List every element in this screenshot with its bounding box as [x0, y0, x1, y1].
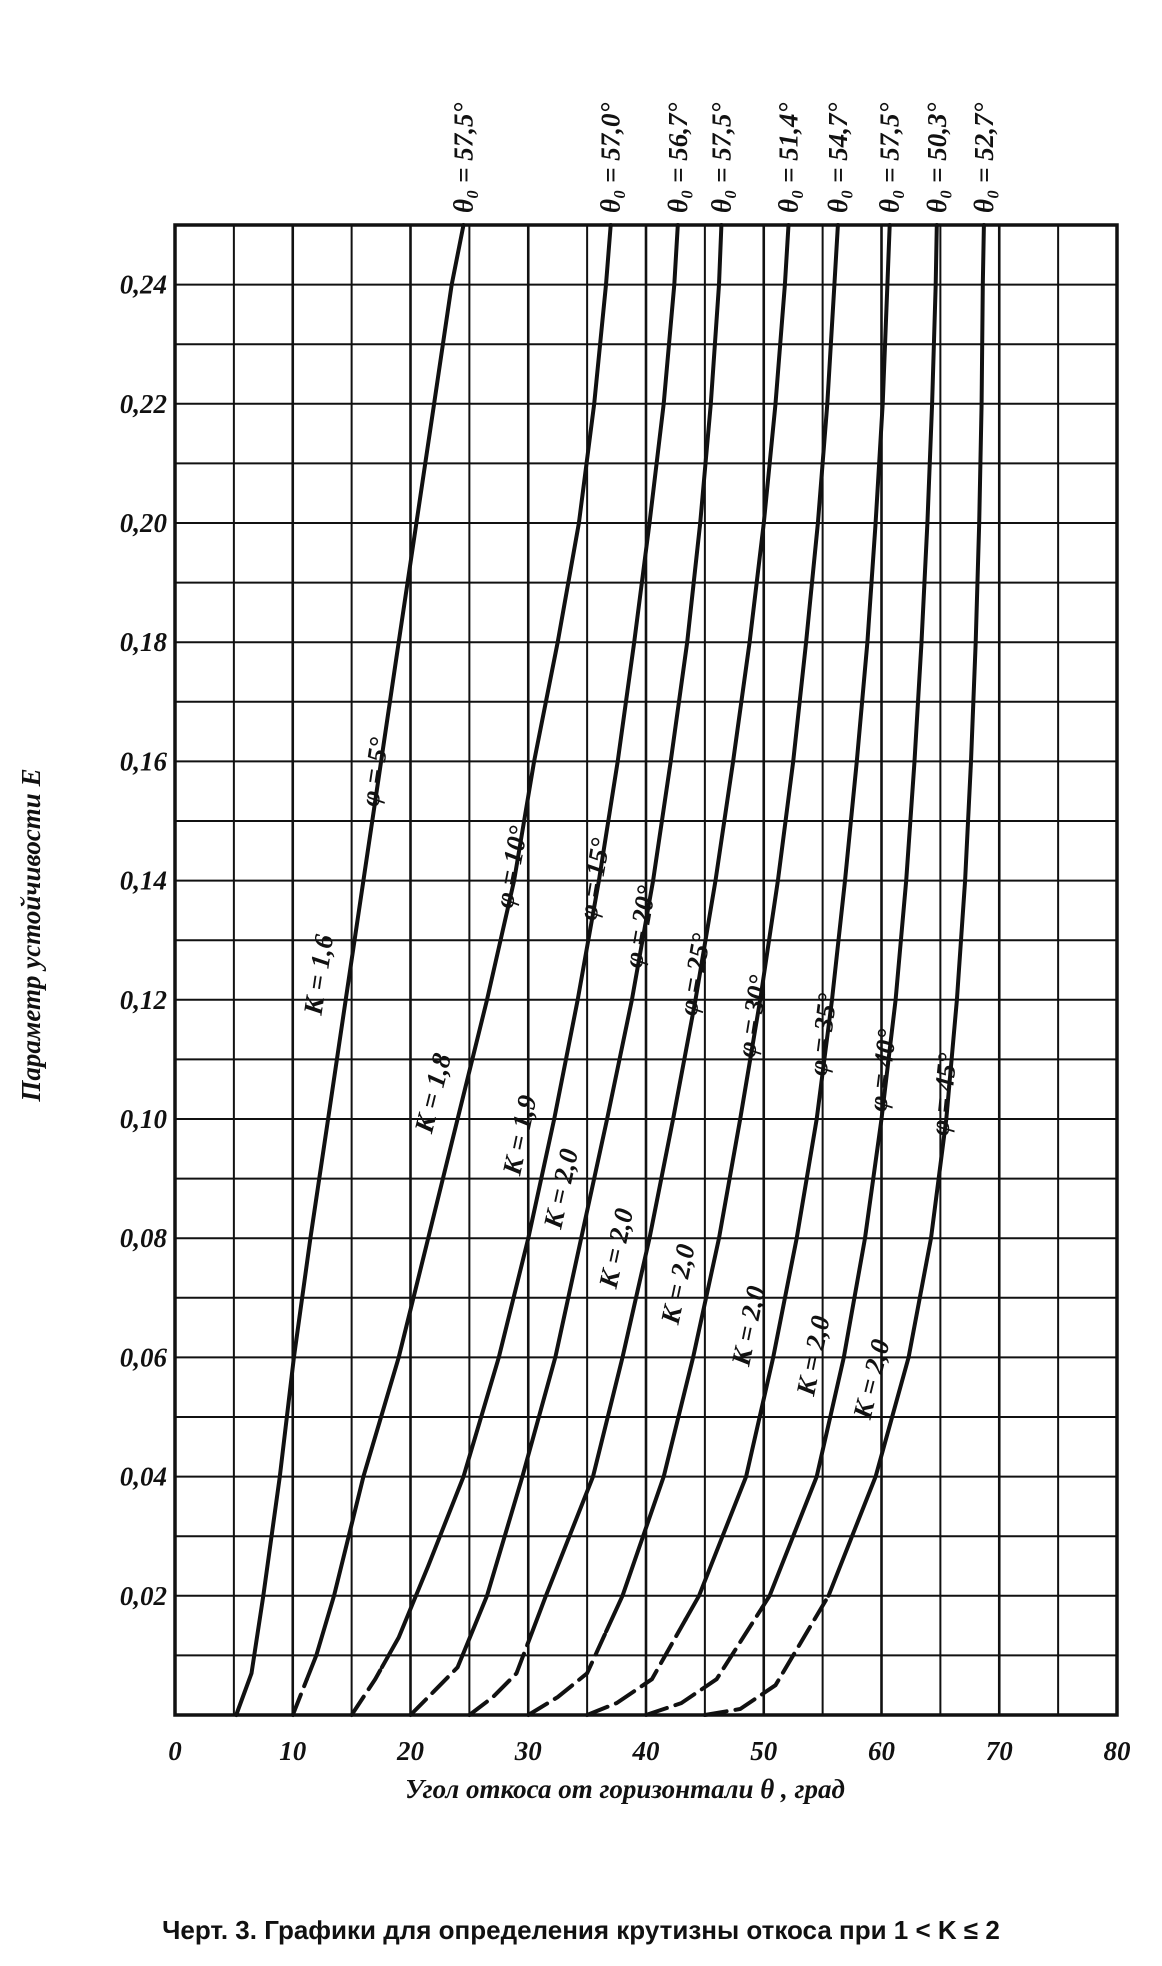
y-tick-label: 0,14 [119, 865, 167, 896]
curve-dashed-segment [469, 1644, 527, 1716]
y-tick-label: 0,04 [119, 1461, 167, 1492]
phi-label: φ = 30° [730, 973, 774, 1060]
phi-label: φ = 40° [862, 1027, 903, 1113]
k-label: K = 2,0 [537, 1145, 585, 1232]
y-tick-label: 0,08 [119, 1223, 167, 1254]
x-tick-label: 30 [514, 1736, 542, 1766]
y-axis-label: Параметр устойчивости E [16, 768, 46, 1102]
x-axis-label: Угол откоса от горизонтали θ , град [405, 1774, 845, 1804]
k-label: K = 1,6 [297, 932, 340, 1017]
y-tick-label: 0,16 [119, 746, 167, 777]
k-label: K = 2,0 [790, 1313, 836, 1399]
curve-labels [298, 102, 999, 1422]
x-tick-label: 0 [168, 1736, 182, 1766]
y-tick-label: 0,18 [119, 627, 167, 658]
theta0-label: θ₀ = 57,5° [874, 102, 905, 213]
x-tick-label: 50 [750, 1736, 778, 1766]
theta0-label: θ₀ = 51,4° [773, 102, 804, 213]
theta0-label: θ₀ = 57,5° [706, 102, 737, 213]
theta0-label: θ₀ = 54,7° [822, 102, 853, 213]
curve-dashed-segment [528, 1632, 606, 1715]
curves [236, 225, 984, 1715]
phi-label: φ = 25° [672, 931, 717, 1018]
x-tick-label: 80 [1103, 1736, 1131, 1766]
curve-dashed-segment [411, 1655, 463, 1715]
theta0-label: θ₀ = 57,0° [595, 102, 626, 213]
y-tick-label: 0,06 [119, 1342, 167, 1373]
theta0-label: θ₀ = 50,3° [921, 102, 952, 213]
y-tick-label: 0,10 [119, 1104, 167, 1134]
y-tick-label: 0,20 [119, 508, 167, 538]
k-label: K = 2,0 [725, 1283, 772, 1369]
k-label: K = 2,0 [592, 1205, 640, 1291]
x-tick-label: 70 [985, 1736, 1013, 1766]
y-tick-label: 0,12 [119, 984, 167, 1015]
x-tick-label: 10 [279, 1736, 307, 1766]
curve-line [829, 225, 984, 1596]
k-label: K = 1,8 [408, 1050, 458, 1136]
x-tick-label: 20 [397, 1736, 424, 1766]
k-label: K = 2,0 [654, 1241, 701, 1327]
y-tick-label: 0,24 [119, 269, 167, 300]
x-tick-label: 40 [632, 1736, 660, 1766]
phi-label: φ = 35° [802, 991, 843, 1078]
k-label: K = 1,9 [496, 1092, 543, 1178]
figure-caption: Черт. 3. Графики для определения крутизны откоса при 1 < K ≤ 2 [162, 1915, 1000, 1945]
theta0-label: θ₀ = 56,7° [662, 102, 693, 213]
phi-label: φ = 15° [572, 835, 616, 923]
theta0-label: θ₀ = 52,7° [968, 102, 999, 213]
curve-line [762, 225, 937, 1608]
phi-label: φ = 20° [617, 883, 662, 970]
k-label: K = 2,0 [846, 1336, 896, 1422]
theta0-label: θ₀ = 57,5° [448, 102, 479, 213]
y-tick-label: 0,22 [119, 388, 167, 419]
phi-label: φ = 10° [488, 823, 534, 911]
phi-label: φ = 45° [924, 1051, 963, 1137]
curve-line [236, 225, 463, 1715]
phi-label: φ = 5° [354, 735, 395, 809]
x-tick-label: 60 [868, 1736, 895, 1766]
curve-dashed-segment [293, 1679, 307, 1715]
curve-dashed-segment [352, 1667, 382, 1715]
y-tick-label: 0,02 [119, 1580, 167, 1611]
curve-dashed-segment [587, 1620, 685, 1715]
